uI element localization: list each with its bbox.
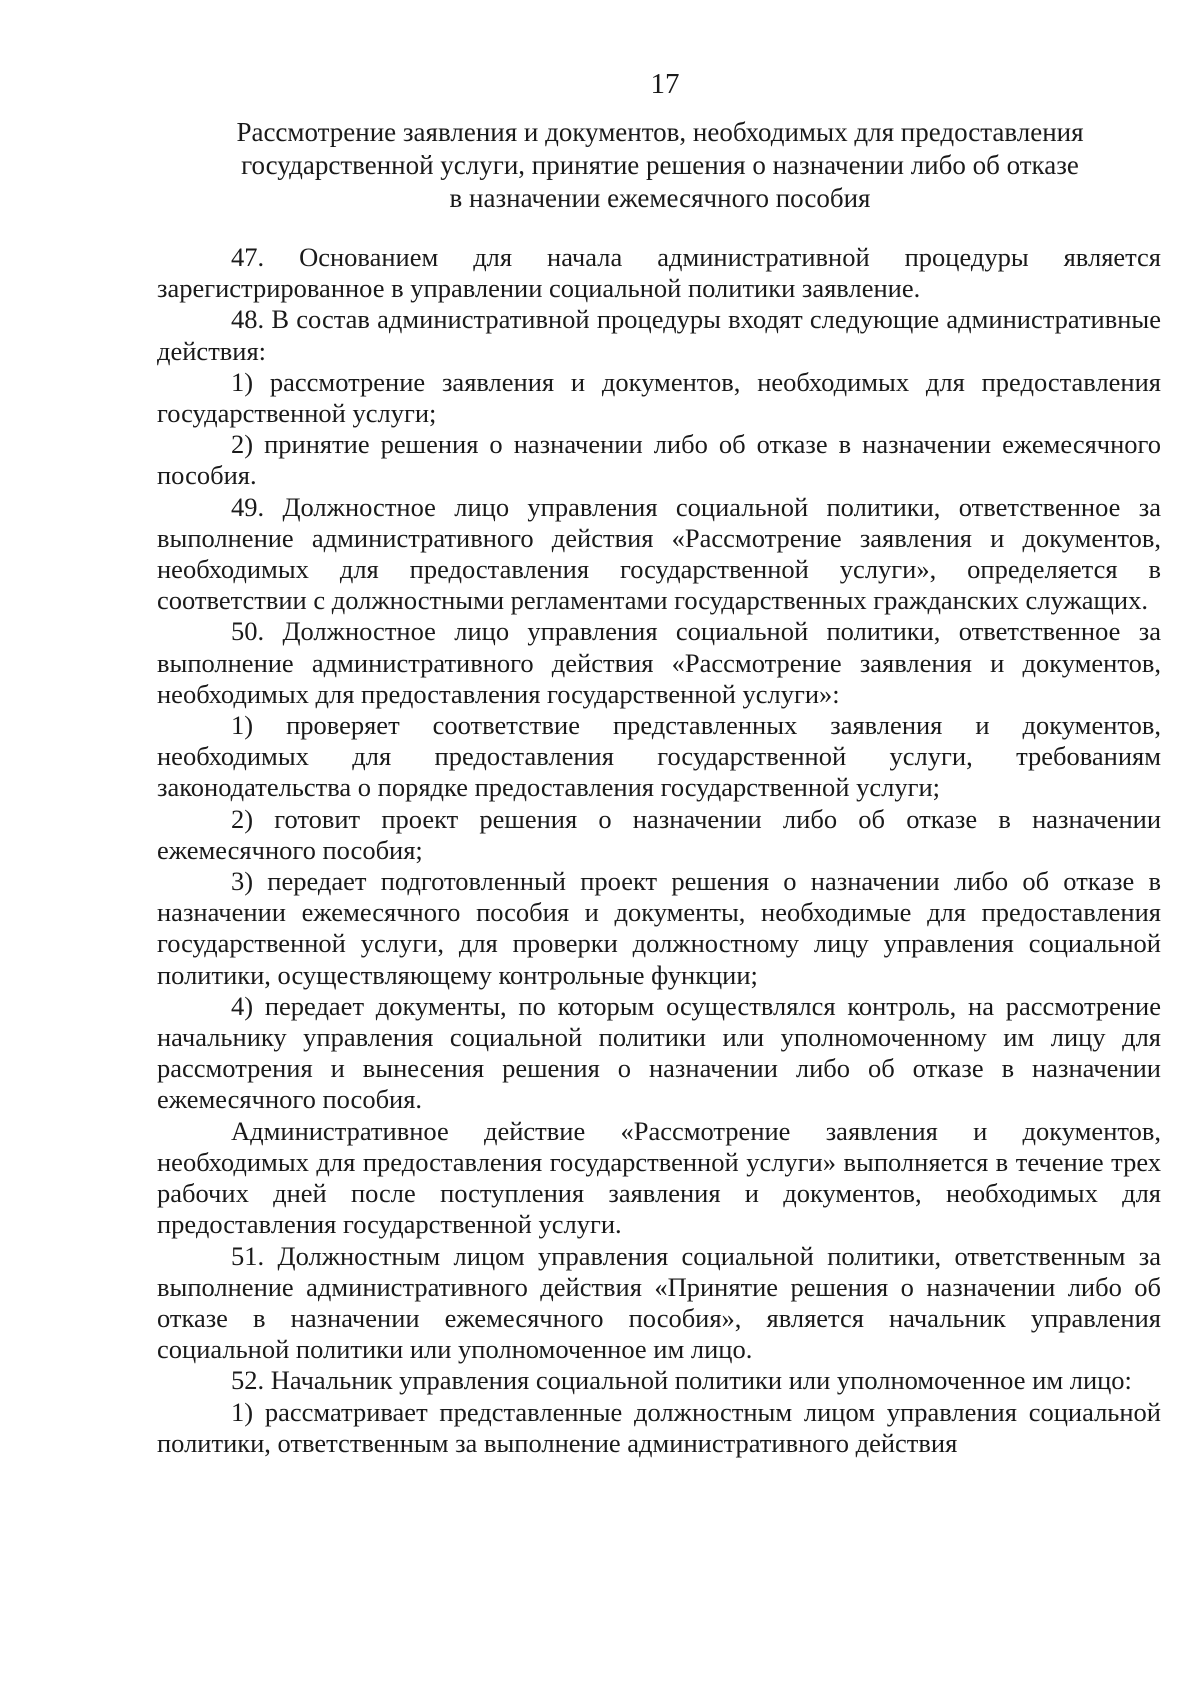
paragraph-48-item-2: 2) принятие решения о назначении либо об отказе в назначении ежемесячного пособия. [157, 429, 1161, 491]
heading-line: в назначении ежемесячного пособия [449, 183, 871, 213]
paragraph-50-item-1: 1) проверяет соответствие представленных заявления и документов, необходимых для предоставления государственной услуги, требованиям законодательства о порядке предоставления государственной услуги; [157, 710, 1161, 803]
paragraph-49: 49. Должностное лицо управления социальной политики, ответственное за выполнение административного действия «Рассмотрение заявления и документов, необходимых для предоставления государственной услуги», определяется в соответствии с должностными регламентами государственных гражданских служащих. [157, 491, 1161, 616]
paragraph-47: 47. Основанием для начала административной процедуры является зарегистрированное в управлении социальной политики заявление. [157, 242, 1161, 304]
heading-line: государственной услуги, принятие решения о назначении либо об отказе [241, 150, 1079, 180]
document-body [157, 242, 1161, 1459]
paragraph-48-item-1: 1) рассмотрение заявления и документов, необходимых для предоставления государственной услуги; [157, 366, 1161, 429]
paragraph-50-item-4: 4) передает документы, по которым осуществлялся контроль, на рассмотрение начальнику управления социальной политики или уполномоченному им лицу для рассмотрения и вынесения решения о назначении либо об отказе в назначении ежемесячного пособия. [157, 990, 1161, 1115]
paragraph-50-term: Административное действие «Рассмотрение заявления и документов, необходимых для предоставления государственной услуги» выполняется в течение трех рабочих дней после поступления заявления и документов, необходимых для предоставления государственной услуги. [157, 1115, 1161, 1240]
paragraph-52-item-1: 1) рассматривает представленные должностным лицом управления социальной политики, ответственным за выполнение административного действия [157, 1396, 1161, 1458]
paragraph-50: 50. Должностное лицо управления социальной политики, ответственное за выполнение административного действия «Рассмотрение заявления и документов, необходимых для предоставления государственной услуги»: [157, 616, 1161, 709]
paragraph-52: 52. Начальник управления социальной политики или уполномоченное им лицо: [231, 1365, 1132, 1396]
paragraph-51: 51. Должностным лицом управления социальной политики, ответственным за выполнение административного действия «Принятие решения о назначении либо об отказе в назначении ежемесячного пособия», является начальник управления социальной политики или уполномоченное им лицо. [157, 1240, 1161, 1365]
section-heading [150, 116, 1170, 215]
paragraph-50-item-2: 2) готовит проект решения о назначении либо об отказе в назначении ежемесячного пособия; [157, 803, 1161, 865]
page-number: 17 [650, 68, 680, 100]
paragraph-48: 48. В состав административной процедуры входят следующие административные действия: [157, 304, 1161, 366]
paragraph-50-item-3: 3) передает подготовленный проект решения о назначении либо об отказе в назначении ежемесячного пособия и документы, необходимые для предоставления государственной услуги, для проверки должностному лицу управления социальной политики, осуществляющему контрольные функции; [157, 866, 1161, 990]
heading-line: Рассмотрение заявления и документов, необходимых для предоставления [236, 117, 1084, 147]
